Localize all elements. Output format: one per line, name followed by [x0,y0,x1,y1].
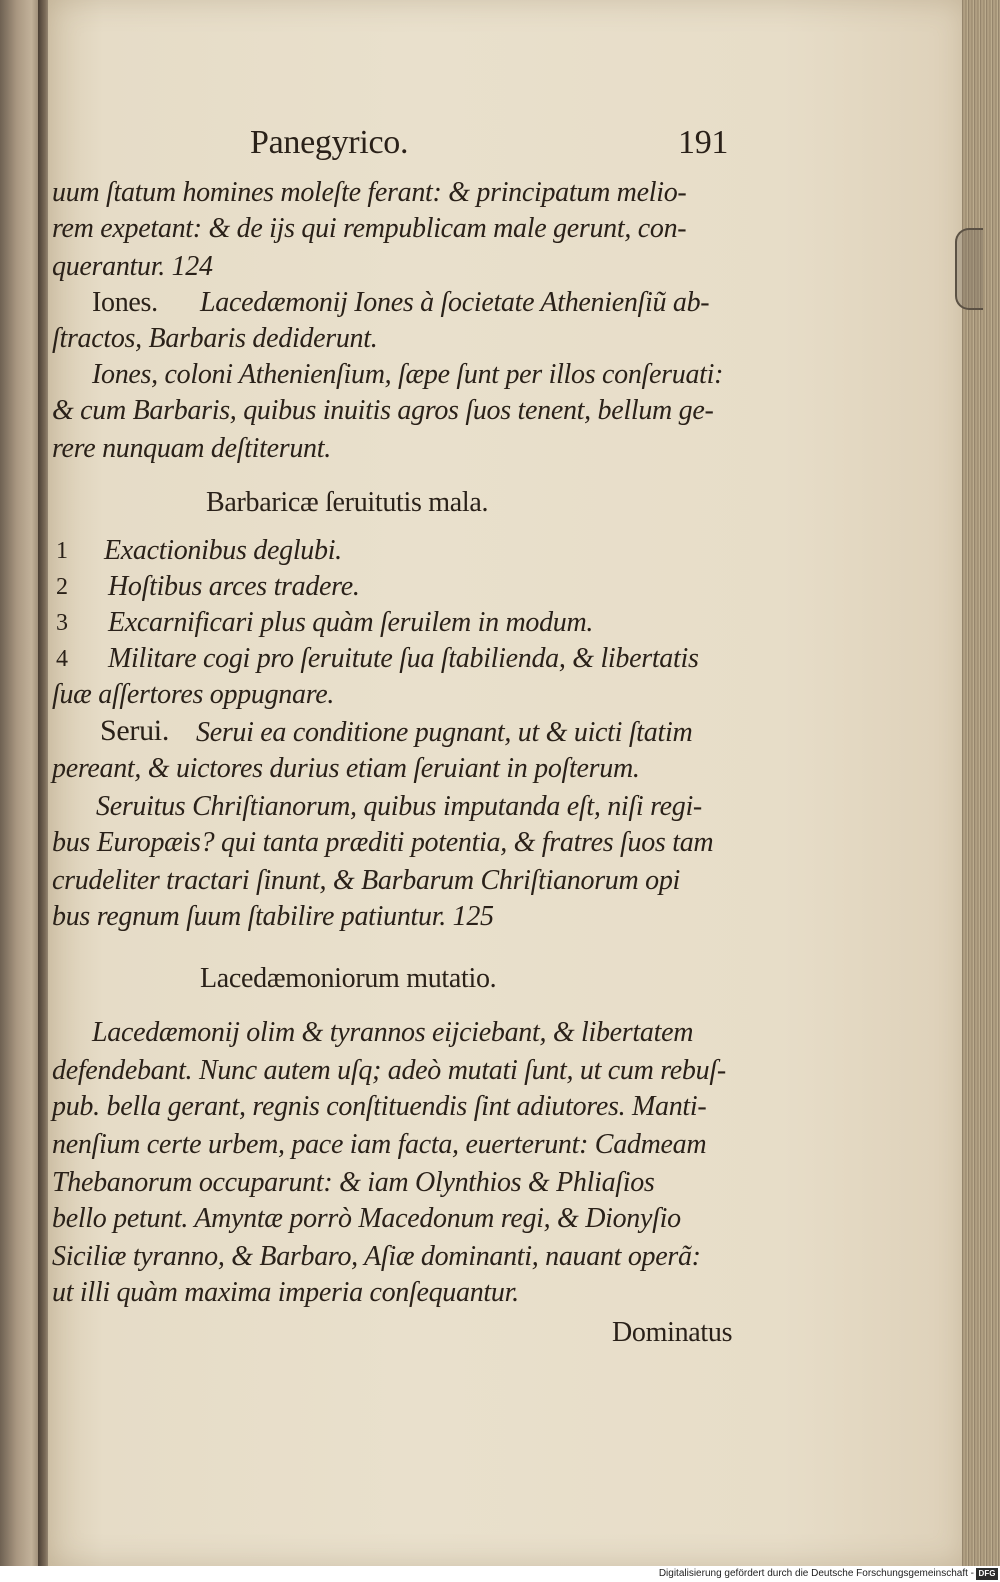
catchword: Dominatus [612,1317,733,1348]
text-line: Iones, coloni Athenienſium, ſæpe ſunt per illos conſeruati: [92,359,724,390]
list-number: 1 [56,538,68,564]
text-line: nenſium certe urbem, pace iam facta, euerterunt: Cadmeam [52,1129,707,1160]
list-item: Militare cogi pro ſeruitute ſua ſtabilienda, & libertatis [108,643,699,674]
list-item: Hoſtibus arces tradere. [108,571,360,602]
list-number: 3 [56,610,68,636]
section-heading: Lacedæmoniorum mutatio. [200,963,497,994]
funding-credit: Digitalisierung gefördert durch die Deutsche Forschungsgemeinschaft - [658,1568,974,1579]
text-line: defendebant. Nunc autem uſq; adeò mutati ſunt, ut cum rebuſ- [52,1055,726,1086]
list-item: Exactionibus deglubi. [104,535,342,566]
section-heading: Barbaricæ ſeruitutis mala. [206,487,489,518]
page-number: 191 [678,124,729,161]
text-line: bello petunt. Amyntæ porrò Macedonum regi, & Dionyſio [52,1203,681,1234]
text-line: pereant, & uictores durius etiam ſeruiant in poſterum. [52,753,640,784]
text-line: uum ſtatum homines moleſte ferant: & principatum melio- [52,177,687,208]
digitization-footer [0,1566,1000,1582]
list-number: 4 [56,646,68,672]
margin-note: Iones. [92,287,158,318]
text-line: Thebanorum occuparunt: & iam Olynthios & Phliaſios [52,1167,655,1198]
text-line: bus Europæis? qui tanta præditi potentia, & fratres ſuos tam [52,827,714,858]
text-line: Serui ea conditione pugnant, ut & uicti ſtatim [196,717,693,748]
text-line: ſtractos, Barbaris dediderunt. [52,323,378,354]
text-line: crudeliter tractari ſinunt, & Barbarum Chriſtianorum opi [52,865,680,896]
text-line: rem expetant: & de ijs qui rempublicam male gerunt, con- [52,213,687,244]
running-head: Panegyrico. [250,124,409,161]
text-line: Lacedæmonij olim & tyrannos eijciebant, & libertatem [92,1017,694,1048]
text-line: Seruitus Chriſtianorum, quibus imputanda eſt, niſi regi- [96,791,702,822]
list-item: Excarnificari plus quàm ſeruilem in modum. [108,607,594,638]
text-line: pub. bella gerant, regnis conſtituendis ſint adiutores. Manti- [52,1091,707,1122]
text-line: & cum Barbaris, quibus inuitis agros ſuos tenent, bellum ge- [52,395,714,426]
text-line: Lacedæmonij Iones à ſocietate Athenienſiũ ab- [200,287,710,318]
text-line: bus regnum ſuum ſtabilire patiuntur. 125 [52,901,494,932]
text-line: querantur. 124 [52,251,213,282]
text-line: rere nunquam deſtiterunt. [52,433,331,464]
dfg-logo: DFG [976,1568,998,1580]
list-number: 2 [56,574,68,600]
text-line: ut illi quàm maxima imperia conſequantur. [52,1277,519,1308]
text-line: Siciliæ tyranno, & Barbaro, Aſiæ dominanti, nauant operã: [52,1241,701,1272]
margin-note: Serui. [100,714,170,747]
text-line: ſuæ aſſertores oppugnare. [52,679,335,710]
